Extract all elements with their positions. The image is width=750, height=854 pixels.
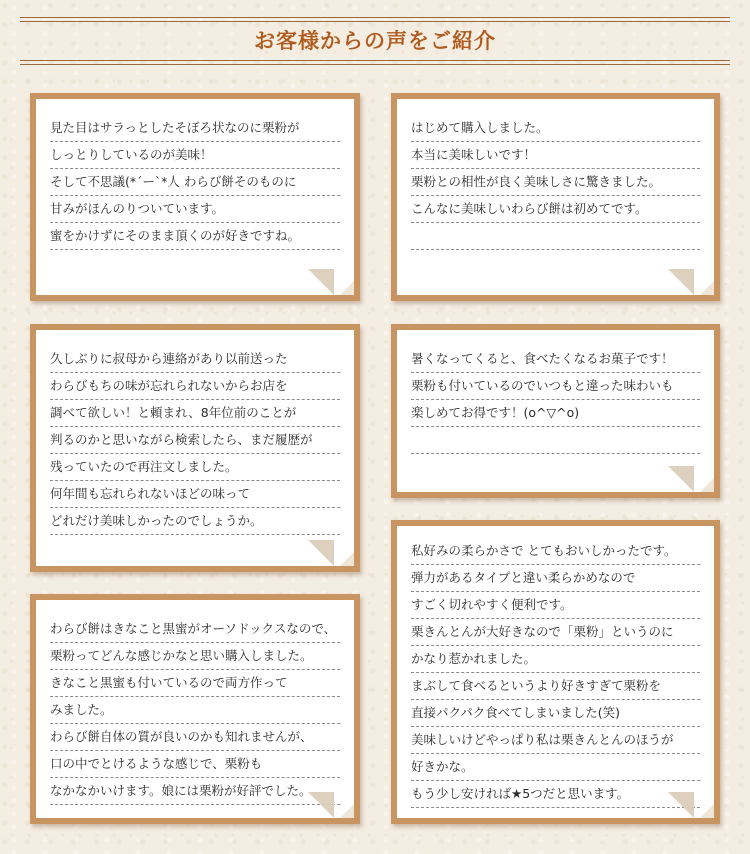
review-line: 判るのかと思いながら検索したら、まだ履歴が: [50, 427, 340, 454]
review-line: 見た目はサラっとしたそぼろ状なのに栗粉が: [50, 115, 340, 142]
review-line: [411, 223, 700, 250]
review-line: 甘みがほんのりついています。: [50, 196, 340, 223]
review-line: 久しぶりに叔母から連絡があり以前送った: [50, 346, 340, 373]
review-text: [411, 115, 700, 250]
review-line: 楽しめてお得です！(o^▽^o): [411, 400, 700, 427]
review-text: [50, 115, 340, 250]
review-line: 本当に美味しいです！: [411, 142, 700, 169]
review-card: [30, 594, 360, 824]
review-text: [411, 538, 700, 808]
review-text: [50, 616, 340, 805]
review-line: 直接パクパク食べてしまいました(笑): [411, 700, 700, 727]
section-title: お客様からの声をご紹介: [254, 29, 496, 53]
review-line: しっとりしているのが美味！: [50, 142, 340, 169]
review-line: そして不思議(*´ー`*人 わらび餅そのものに: [50, 169, 340, 196]
review-line: わらび餅自体の質が良いのかも知れませんが、: [50, 724, 340, 751]
review-line: 好きかな。: [411, 754, 700, 781]
review-line: わらび餅はきなこと黒蜜がオーソドックスなので、: [50, 616, 340, 643]
review-text: [50, 346, 340, 535]
review-line: 調べて欲しい！と頼まれ、8年位前のことが: [50, 400, 340, 427]
review-line: まぶして食べるというより好きすぎて栗粉を: [411, 673, 700, 700]
review-line: 私好みの柔らかさで とてもおいしかったです。: [411, 538, 700, 565]
review-line: [411, 427, 700, 454]
review-card: [391, 324, 720, 498]
review-text: [411, 346, 700, 454]
review-line: 暑くなってくると、食べたくなるお菓子です！: [411, 346, 700, 373]
review-line: わらびもちの味が忘れられないからお店を: [50, 373, 340, 400]
review-card: [391, 93, 720, 301]
review-line: 栗きんとんが大好きなので「栗粉」というのに: [411, 619, 700, 646]
review-card: [30, 93, 360, 301]
review-line: 何年間も忘れられないほどの味って: [50, 481, 340, 508]
review-card: [391, 520, 720, 824]
review-line: どれだけ美味しかったのでしょうか。: [50, 508, 340, 535]
review-line: かなり惹かれました。: [411, 646, 700, 673]
review-line: みました。: [50, 697, 340, 724]
review-line: こんなに美味しいわらび餅は初めてです。: [411, 196, 700, 223]
review-card: [30, 324, 360, 572]
review-line: 栗粉との相性が良く美味しさに驚きました。: [411, 169, 700, 196]
review-line: 蜜をかけずにそのまま頂くのが好きですね。: [50, 223, 340, 250]
review-line: 口の中でとけるような感じで、栗粉も: [50, 751, 340, 778]
review-line: きなこと黒蜜も付いているので両方作って: [50, 670, 340, 697]
review-line: もう少し安ければ★5つだと思います。: [411, 781, 700, 808]
review-line: 栗粉ってどんな感じかなと思い購入しました。: [50, 643, 340, 670]
review-line: 弾力があるタイプと違い柔らかめなので: [411, 565, 700, 592]
review-line: はじめて購入しました。: [411, 115, 700, 142]
section-header: [20, 17, 730, 65]
review-line: 残っていたので再注文しました。: [50, 454, 340, 481]
review-line: なかなかいけます。娘には栗粉が好評でした。: [50, 778, 340, 805]
review-line: 栗粉も付いているのでいつもと違った味わいも: [411, 373, 700, 400]
review-line: 美味しいけどやっぱり私は栗きんとんのほうが: [411, 727, 700, 754]
review-line: すごく切れやすく便利です。: [411, 592, 700, 619]
